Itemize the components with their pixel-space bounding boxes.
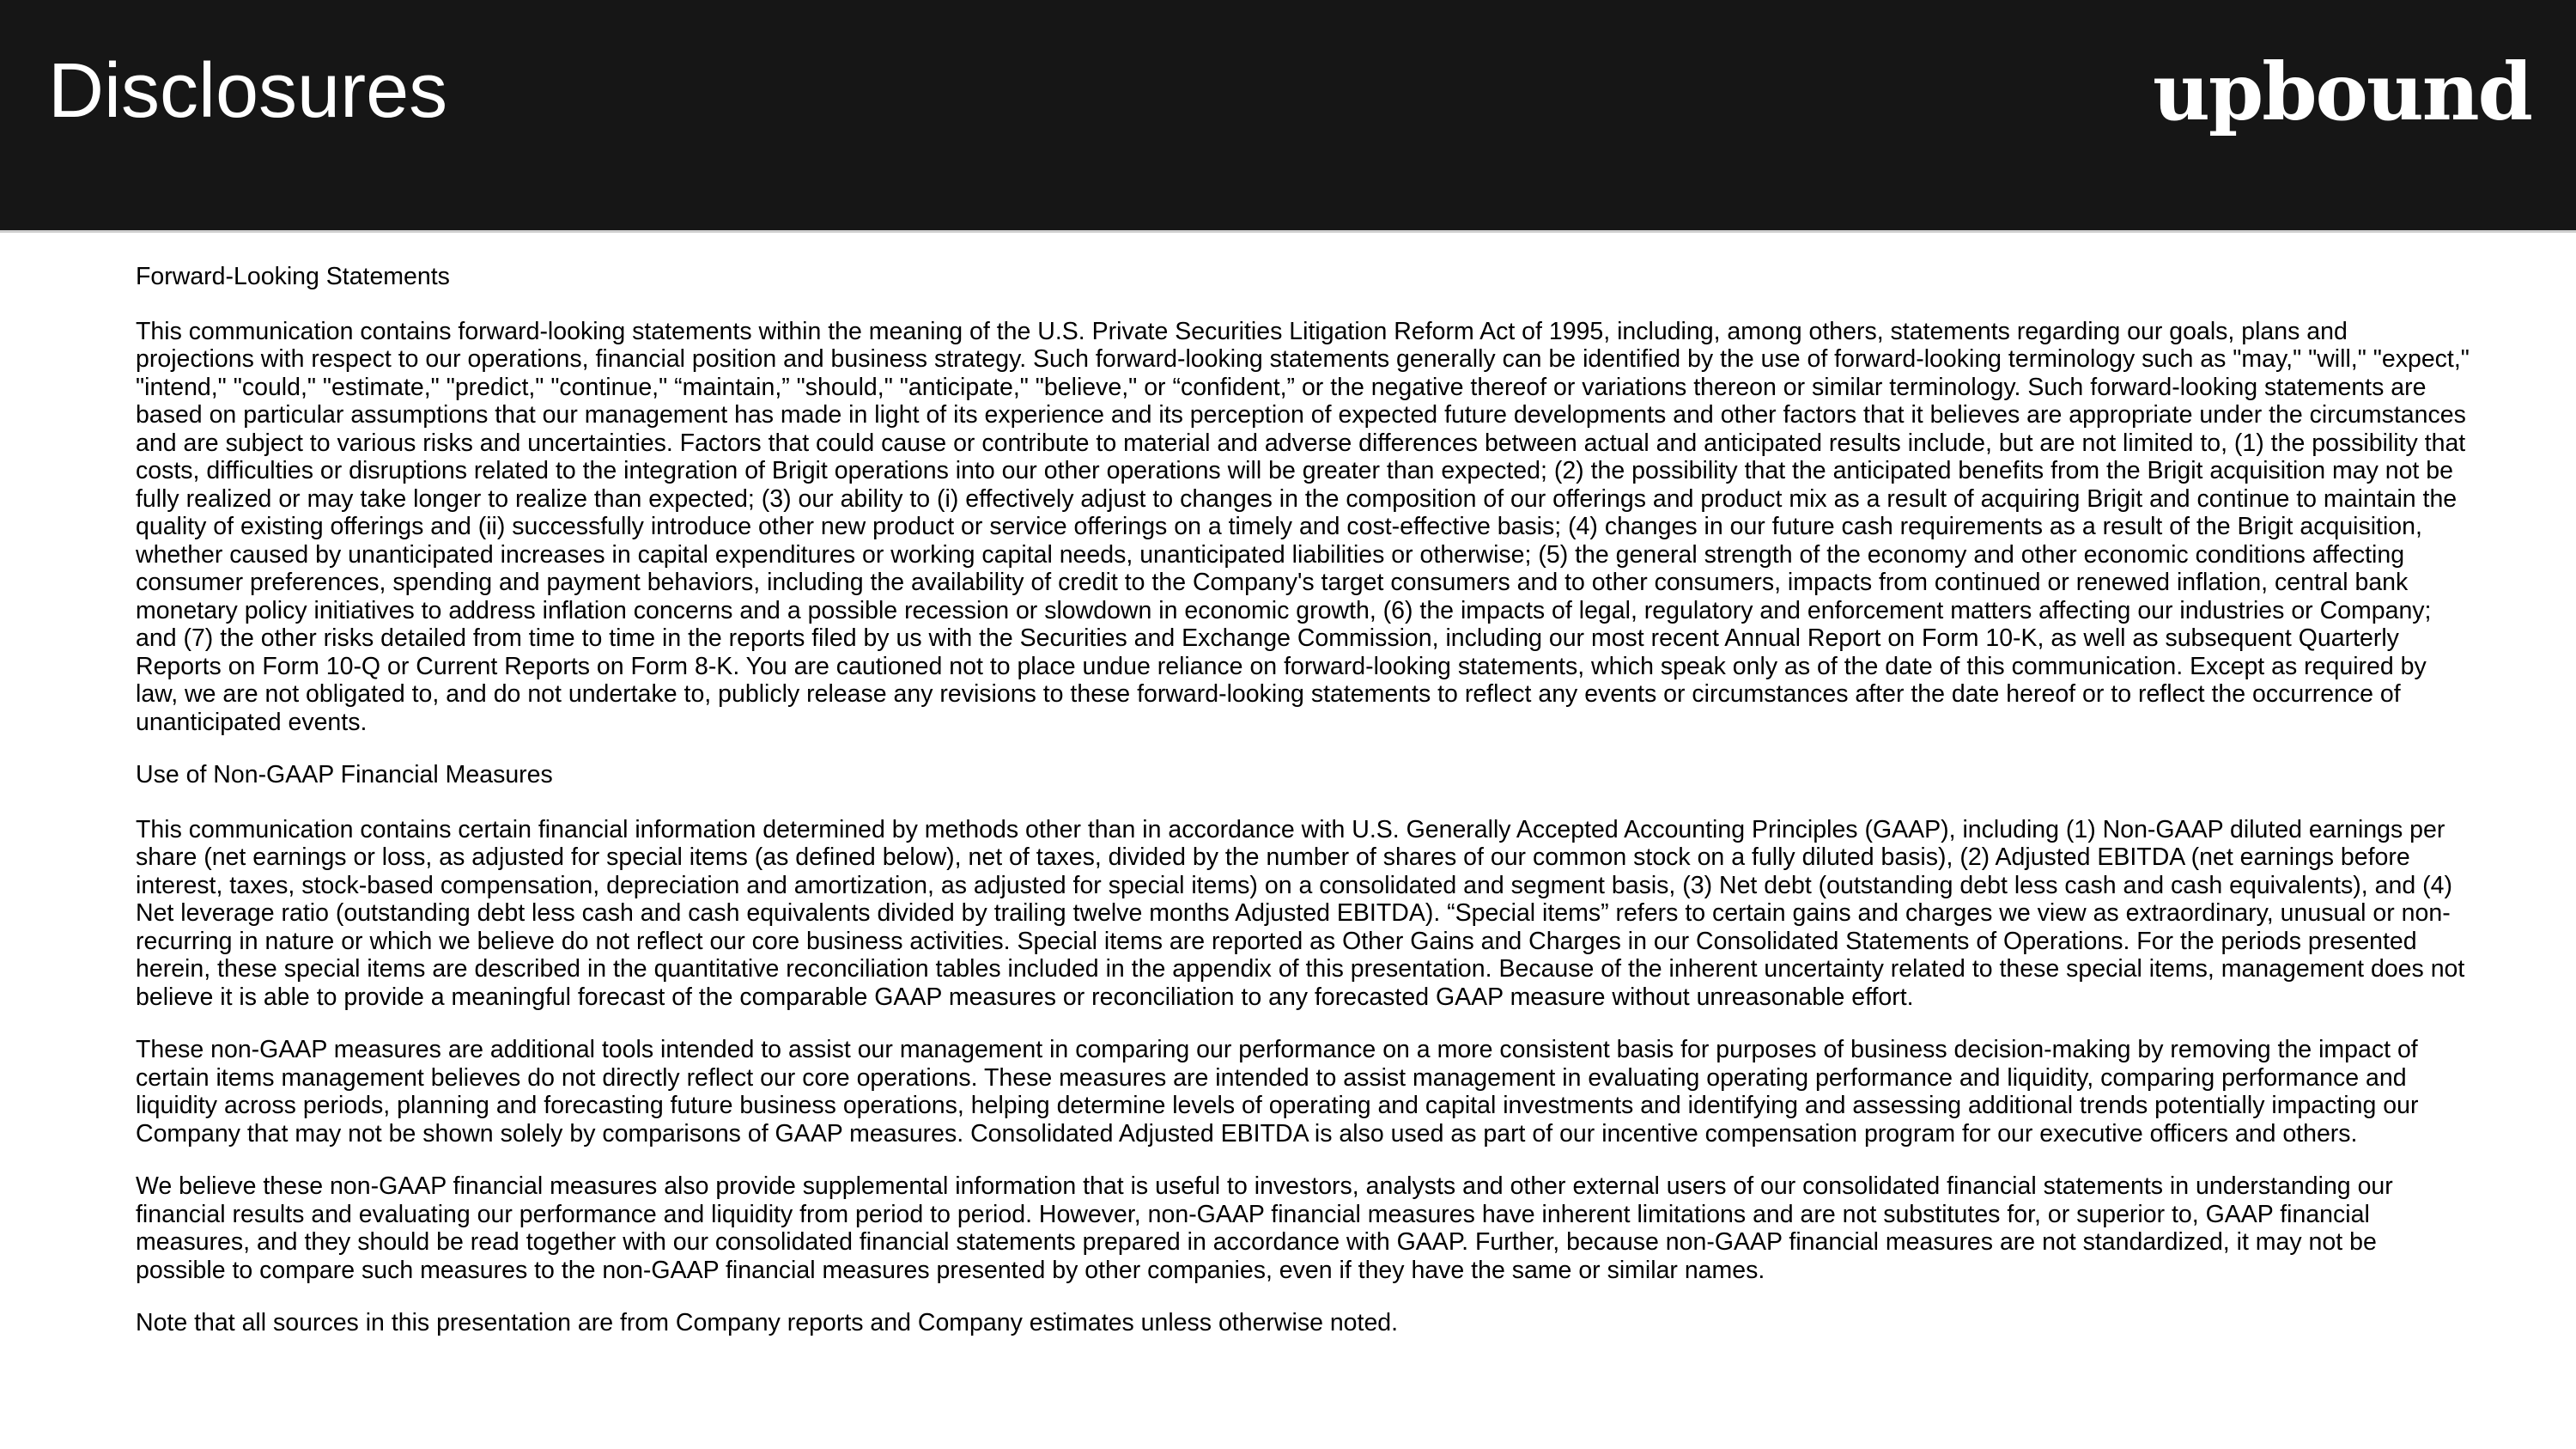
non-gaap-heading: Use of Non-GAAP Financial Measures: [136, 761, 553, 788]
non-gaap-purpose-paragraph: These non-GAAP measures are additional tools intended to assist our management in comparing our performance on a more consistent basis for purposes of business decision-making by removing the impact of certain items management believes do not directly reflect our core operations. These measures are intended to assist management in evaluating operating performance and liquidity, comparing performance and liquidity across periods, planning and forecasting future business operations, helping determine levels of operating and capital investments and identifying and assessing additional trends potentially impacting our Company that may not be shown solely by comparisons of GAAP measures. Consolidated Adjusted EBITDA is also used as part of our incentive compensation program for our executive officers and others.: [136, 1036, 2419, 1148]
upbound-logo: upbound: [2152, 46, 2531, 138]
header-bar: [0, 0, 2576, 230]
forward-looking-paragraph: This communication contains forward-looking statements within the meaning of the U.S. Private Securities Litigation Reform Act of 1995, including, among others, statements regarding our goals, plans and projections with respect to our operations, financial position and business strategy. Such forward-looking statements generally can be identified by the use of forward-looking terminology such as "may," "will," "expect," "intend," "could," "estimate," "predict," "continue," “maintain,” "should," "anticipate," "believe," or “confident,” or the negative thereof or variations thereon or similar terminology. Such forward-looking statements are based on particular assumptions that our management has made in light of its experience and its perception of expected future developments and other factors that it believes are appropriate under the circumstances and are subject to various risks and uncertainties. Factors that could cause or contribute to material and adverse differences between actual and anticipated results include, but are not limited to, (1) the possibility that costs, difficulties or disruptions related to the integration of Brigit operations into our other operations will be greater than expected; (2) the possibility that the anticipated benefits from the Brigit acquisition may not be fully realized or may take longer to realize than expected; (3) our ability to (i) effectively adjust to changes in the composition of our offerings and product mix as a result of acquiring Brigit and continue to maintain the quality of existing offerings and (ii) successfully introduce other new product or service offerings on a timely and cost-effective basis; (4) changes in our future cash requirements as a result of the Brigit acquisition, whether caused by unanticipated increases in capital expenditures or working capital needs, unanticipated liabilities or otherwise; (5) the general strength of the economy and other economic conditions affecting consumer preferences, spending and payment behaviors, including the availability of credit to the Company's target consumers and to other consumers, impacts from continued or renewed inflation, central bank monetary policy initiatives to address inflation concerns and a possible recession or slowdown in economic growth, (6) the impacts of legal, regulatory and enforcement matters affecting our industries or Company; and (7) the other risks detailed from time to time in the reports filed by us with the Securities and Exchange Commission, including our most recent Annual Report on Form 10-K, as well as subsequent Quarterly Reports on Form 10-Q or Current Reports on Form 8-K. You are cautioned not to place undue reliance on forward-looking statements, which speak only as of the date of this communication. Except as required by law, we are not obligated to, and do not undertake to, publicly release any revisions to these forward-looking statements to reflect any events or circumstances after the date hereof or to reflect the occurrence of unanticipated events.: [136, 317, 2470, 736]
non-gaap-definitions-paragraph: This communication contains certain financial information determined by methods other than in accordance with U.S. Generally Accepted Accounting Principles (GAAP), including (1) Non-GAAP diluted earnings per share (net earnings or loss, as adjusted for special items (as defined below), net of taxes, divided by the number of shares of our common stock on a fully diluted basis), (2) Adjusted EBITDA (net earnings before interest, taxes, stock-based compensation, depreciation and amortization, as adjusted for special items) on a consolidated and segment basis, (3) Net debt (outstanding debt less cash and cash equivalents), and (4) Net leverage ratio (outstanding debt less cash and cash equivalents divided by trailing twelve months Adjusted EBITDA). “Special items” refers to certain gains and charges we view as extraordinary, unusual or non-recurring in nature or which we believe do not reflect our core business activities. Special items are reported as Other Gains and Charges in our Consolidated Statements of Operations. For the periods presented herein, these special items are described in the quantitative reconciliation tables included in the appendix of this presentation. Because of the inherent uncertainty related to these special items, management does not believe it is able to provide a meaningful forecast of the comparable GAAP measures or reconciliation to any forecasted GAAP measure without unreasonable effort.: [136, 815, 2465, 1011]
header-divider: [0, 230, 2576, 233]
sources-note: Note that all sources in this presentation are from Company reports and Company estimates unless otherwise noted.: [136, 1309, 1399, 1336]
forward-looking-heading: Forward-Looking Statements: [136, 263, 450, 290]
disclosures-body: [136, 263, 2471, 1362]
page-title: Disclosures: [48, 48, 448, 134]
non-gaap-limitations-paragraph: We believe these non-GAAP financial measures also provide supplemental information that is useful to investors, analysts and other external users of our consolidated financial statements in understanding our financial results and evaluating our performance and liquidity from period to period. However, non-GAAP financial measures have inherent limitations and are not substitutes for, or superior to, GAAP financial measures, and they should be read together with our consolidated financial statements prepared in accordance with GAAP. Further, because non-GAAP financial measures are not standardized, it may not be possible to compare such measures to the non-GAAP financial measures presented by other companies, even if they have the same or similar names.: [136, 1172, 2393, 1284]
